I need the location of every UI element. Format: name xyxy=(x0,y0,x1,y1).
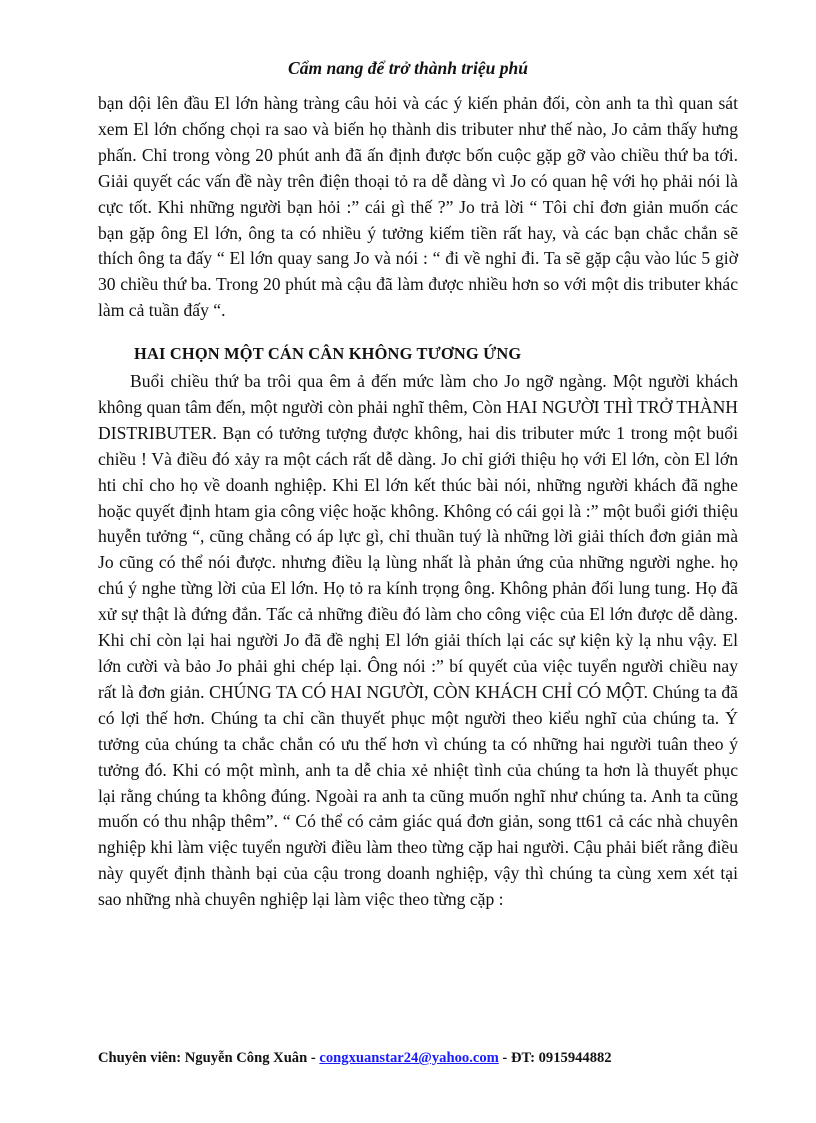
section-heading: HAI CHỌN MỘT CÁN CÂN KHÔNG TƯƠNG ỨNG xyxy=(134,344,522,363)
footer-author-label: Chuyên viên: Nguyễn Công Xuân - xyxy=(98,1050,320,1066)
page-header-title: Cẩm nang để trở thành triệu phú xyxy=(288,58,528,78)
body-paragraph-1: bạn dội lên đầu El lớn hàng tràng câu hỏi và các ý kiến phản đối, còn anh ta thì quan sát xem El lớn chống chọi ra sao và biến họ thành dis tributer như thế nào, Jo cảm thấy hưng phấn. Chỉ trong vòng 20 phút anh đã ấn định được bốn cuộc gặp gỡ vào chiều thứ ba tới. Giải quyết các vấn đề này trên điện thoại tỏ ra dễ dàng vì Jo có quan hệ với họ phải nói là cực tốt. Khi những người bạn hỏi :” cái gì thế ?” Jo trả lời “ Tôi chỉ đơn giản muốn các bạn gặp ông El lớn, ông ta có nhiều ý tưởng kiếm tiền rất hay, và các bạn chắc chắn sẽ thích ông ta đấy “ El lớn quay sang Jo và nói : “ đi về nghỉ đi. Ta sẽ gặp cậu vào lúc 5 giờ 30 chiều thứ ba. Trong 20 phút mà cậu đã làm được nhiều hơn so với một dis tributer khác làm cả tuần đấy “. xyxy=(98,93,738,321)
footer-email-link[interactable]: congxuanstar24@yahoo.com xyxy=(319,1050,499,1066)
footer-phone: - ĐT: 0915944882 xyxy=(498,1050,612,1066)
body-paragraph-2: Buổi chiều thứ ba trôi qua êm ả đến mức làm cho Jo ngỡ ngàng. Một người khách không quan tâm đến, một người còn phải nghĩ thêm, Còn HAI NGƯỜI THÌ TRỞ THÀNH DISTRIBUTER. Bạn có tưởng tượng được không, hai dis tributer mức 1 trong một buổi chiều ! Và điều đó xảy ra một cách rất dễ dàng. Jo chỉ giới thiệu họ với El lớn, còn El lớn hti chỉ cho họ về doanh nghiệp. Khi El lớn kết thúc bài nói, những người khách đã nghe hoặc quyết định htam gia công việc hoặc không. Không có cái gọi là :” một buổi giới thiệu huyễn tưởng “, cũng chẳng có áp lực gì, chỉ thuần tuý là những lời giải thích đơn giản mà Jo cũng có thể nói được. nhưng điều lạ lùng nhất là phản ứng của những người nghe. họ chú ý nghe từng lời của El lớn. Họ tỏ ra kính trọng ông. Không phản đối lung tung. Họ đã xử sự thật là đứng đắn. Tấc cả những điều đó làm cho công việc của El lớn được dễ dàng. Khi chỉ còn lại hai người Jo đã đề nghị El lớn giải thích lại các sự kiện kỳ lạ nhu vậy. El lớn cười và bảo Jo phải ghi chép lại. Ông nói :” bí quyết của việc tuyển người chiều nay rất là đơn giản. CHÚNG TA CÓ HAI NGƯỜI, CÒN KHÁCH CHỈ CÓ MỘT. Chúng ta đã có lợi thế hơn. Chúng ta chỉ cần thuyết phục một người theo kiểu nghĩ của chúng ta. Ý tưởng của chúng ta chắc chắn có ưu thế hơn vì chúng ta có những hai người tuân theo ý tưởng đó. Khi có một mình, anh ta dễ chia xẻ nhiệt tình của chúng ta hơn là thuyết phục lại rằng chúng ta không đúng. Ngoài ra anh ta cũng muốn nghĩ như chúng ta. Anh ta cũng muốn có thu nhập thêm”. “ Có thể có cảm giác quá đơn giản, song tt61 cả các nhà chuyên nghiệp khi làm việc tuyển người điều làm theo từng cặp hai người. Cậu phải biết rằng điều này quyết định thành bại của cậu trong doanh nghiệp, vậy thì chúng ta cùng xem xét tại sao những nhà chuyên nghiệp lại làm việc theo từng cặp : xyxy=(98,371,738,910)
page-footer xyxy=(98,1050,738,1067)
